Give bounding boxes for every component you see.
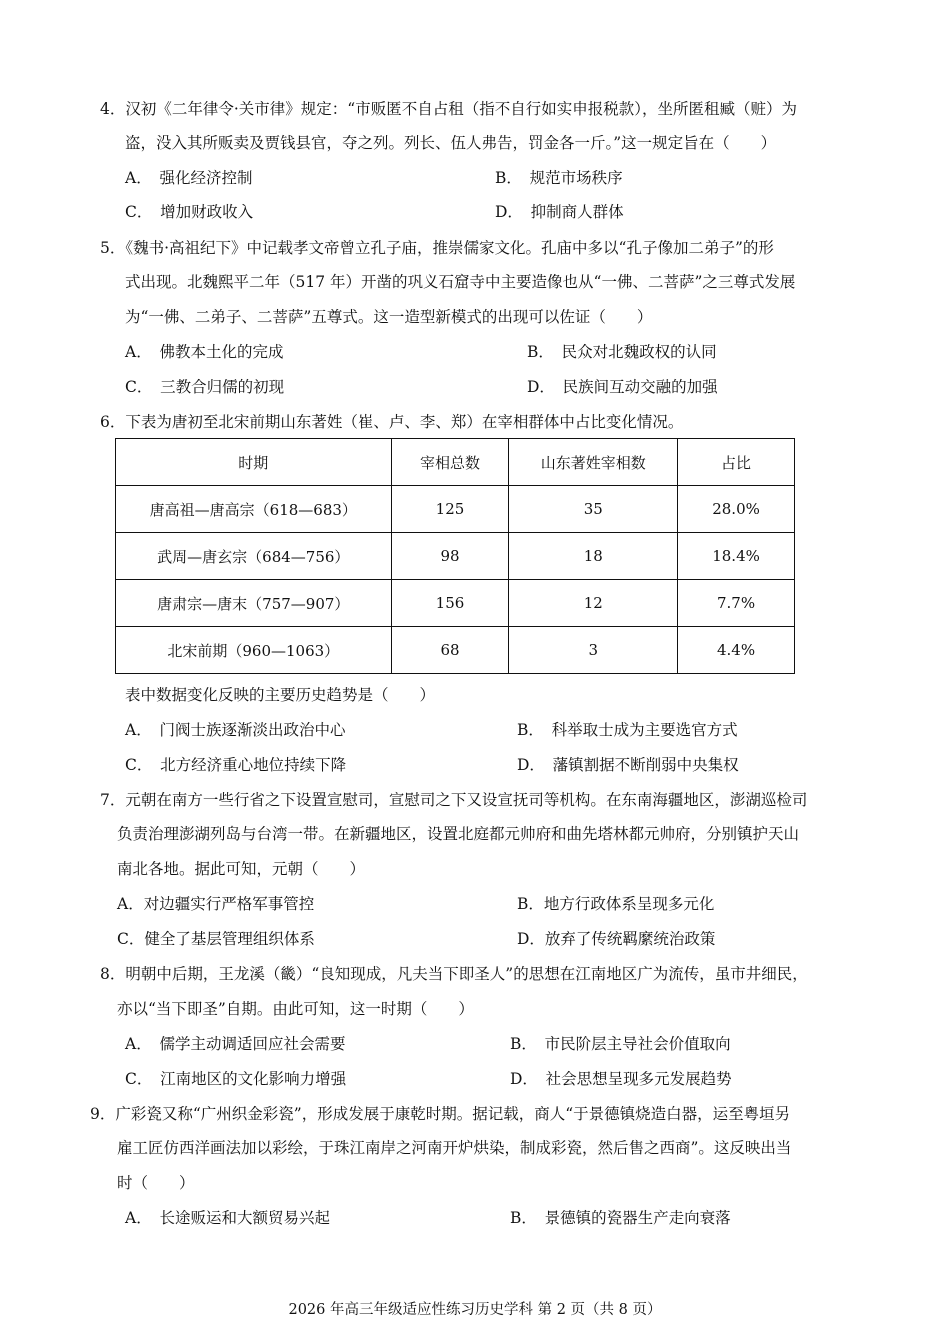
header-shandong-ministers: 山东著姓宰相数: [509, 439, 678, 486]
q9-stem-line-2: 雇工匠仿西洋画法加以彩绘，于珠江南岸之河南开炉烘染，制成彩瓷，然后售之西商”。这反映出当: [117, 1139, 792, 1157]
cell-total: 125: [391, 486, 509, 533]
q4-option-b: B． 规范市场秩序: [495, 169, 623, 187]
cell-period: 唐肃宗—唐末（757—907）: [116, 580, 392, 627]
cell-shandong: 12: [509, 580, 678, 627]
q4-stem-line-1: 4．汉初《二年律令·关市律》规定：“市贩匿不自占租（指不自行如实申报税款），坐所匿租臧（赃）为: [100, 100, 797, 118]
q6-intro: 6．下表为唐初至北宋前期山东著姓（崔、卢、李、郑）在宰相群体中占比变化情况。: [100, 413, 684, 431]
cell-ratio: 4.4%: [678, 627, 795, 674]
header-ratio: 占比: [678, 439, 795, 486]
q5-stem-line-1: 5．《魏书·高祖纪下》中记载孝文帝曾立孔子庙，推崇儒家文化。孔庙中多以“孔子像加二弟子”的形: [100, 239, 774, 257]
cell-period: 唐高祖—唐高宗（618—683）: [116, 486, 392, 533]
q8-stem-line-1: 8．明朝中后期，王龙溪（畿）“良知现成，凡夫当下即圣人”的思想在江南地区广为流传，虽市井细民，: [100, 965, 808, 983]
table-header-row: [116, 439, 795, 486]
cell-shandong: 35: [509, 486, 678, 533]
q6-option-d: D． 藩镇割据不断削弱中央集权: [517, 756, 739, 774]
table-row: [116, 533, 795, 580]
q5-option-a: A． 佛教本土化的完成: [125, 343, 284, 361]
q7-option-a: A．对边疆实行严格军事管控: [117, 895, 315, 913]
q8-stem-line-2: 亦以“当下即圣”自期。由此可知，这一时期（ ）: [117, 1000, 474, 1018]
q7-option-d: D．放弃了传统羁縻统治政策: [517, 930, 716, 948]
cell-total: 98: [391, 533, 509, 580]
q8-option-c: C． 江南地区的文化影响力增强: [125, 1070, 347, 1088]
q6-option-b: B． 科举取士成为主要选官方式: [517, 721, 738, 739]
q7-stem-line-3: 南北各地。据此可知，元朝（ ）: [117, 860, 366, 878]
q4-option-a: A． 强化经济控制: [125, 169, 253, 187]
q8-option-b: B． 市民阶层主导社会价值取向: [510, 1035, 731, 1053]
cell-ratio: 7.7%: [678, 580, 795, 627]
q5-option-d: D． 民族间互动交融的加强: [527, 378, 718, 396]
q5-stem-line-2: 式出现。北魏熙平二年（517 年）开凿的巩义石窟寺中主要造像也从“一佛、二菩萨”之三尊式发展: [125, 273, 796, 291]
q4-option-c: C． 增加财政收入: [125, 203, 254, 221]
q4-stem-line-2: 盗，没入其所贩卖及贾钱县官，夺之列。列长、伍人弗告，罚金各一斤。”这一规定旨在（ ）: [125, 134, 777, 152]
cell-shandong: 3: [509, 627, 678, 674]
cell-ratio: 28.0%: [678, 486, 795, 533]
table-row: [116, 486, 795, 533]
cell-period: 武周—唐玄宗（684—756）: [116, 533, 392, 580]
q6-data-table: [115, 438, 795, 674]
q9-stem-line-3: 时（ ）: [117, 1174, 195, 1192]
q6-option-a: A． 门阀士族逐渐淡出政治中心: [125, 721, 346, 739]
q7-stem-line-1: 7．元朝在南方一些行省之下设置宣慰司，宣慰司之下又设宣抚司等机构。在东南海疆地区，澎湖巡检司: [100, 791, 808, 809]
table-row: [116, 627, 795, 674]
q9-option-b: B． 景德镇的瓷器生产走向衰落: [510, 1209, 731, 1227]
q6-option-c: C． 北方经济重心地位持续下降: [125, 756, 347, 774]
page-footer: 2026 年高三年级适应性练习历史学科 第 2 页（共 8 页）: [288, 1302, 662, 1318]
cell-shandong: 18: [509, 533, 678, 580]
cell-total: 68: [391, 627, 509, 674]
cell-period: 北宋前期（960—1063）: [116, 627, 392, 674]
q6-question: 表中数据变化反映的主要历史趋势是（ ）: [125, 686, 436, 704]
q9-stem-line-1: 9．广彩瓷又称“广州织金彩瓷”，形成发展于康乾时期。据记载，商人“于景德镇烧造白器，运至粤垣另: [90, 1105, 791, 1123]
header-total-ministers: 宰相总数: [391, 439, 509, 486]
q7-option-b: B．地方行政体系呈现多元化: [517, 895, 715, 913]
header-period: 时期: [116, 439, 392, 486]
q5-option-b: B． 民众对北魏政权的认同: [527, 343, 717, 361]
cell-ratio: 18.4%: [678, 533, 795, 580]
q5-stem-line-3: 为“一佛、二弟子、二菩萨”五尊式。这一造型新模式的出现可以佐证（ ）: [125, 308, 653, 326]
table-row: [116, 580, 795, 627]
q8-option-d: D． 社会思想呈现多元发展趋势: [510, 1070, 732, 1088]
cell-total: 156: [391, 580, 509, 627]
q7-option-c: C．健全了基层管理组织体系: [117, 930, 315, 948]
q4-option-d: D． 抑制商人群体: [495, 203, 624, 221]
q7-stem-line-2: 负责治理澎湖列岛与台湾一带。在新疆地区，设置北庭都元帅府和曲先塔林都元帅府，分别镇护天山: [117, 825, 800, 843]
q5-option-c: C． 三教合归儒的初现: [125, 378, 285, 396]
q8-option-a: A． 儒学主动调适回应社会需要: [125, 1035, 346, 1053]
q9-option-a: A． 长途贩运和大额贸易兴起: [125, 1209, 330, 1227]
